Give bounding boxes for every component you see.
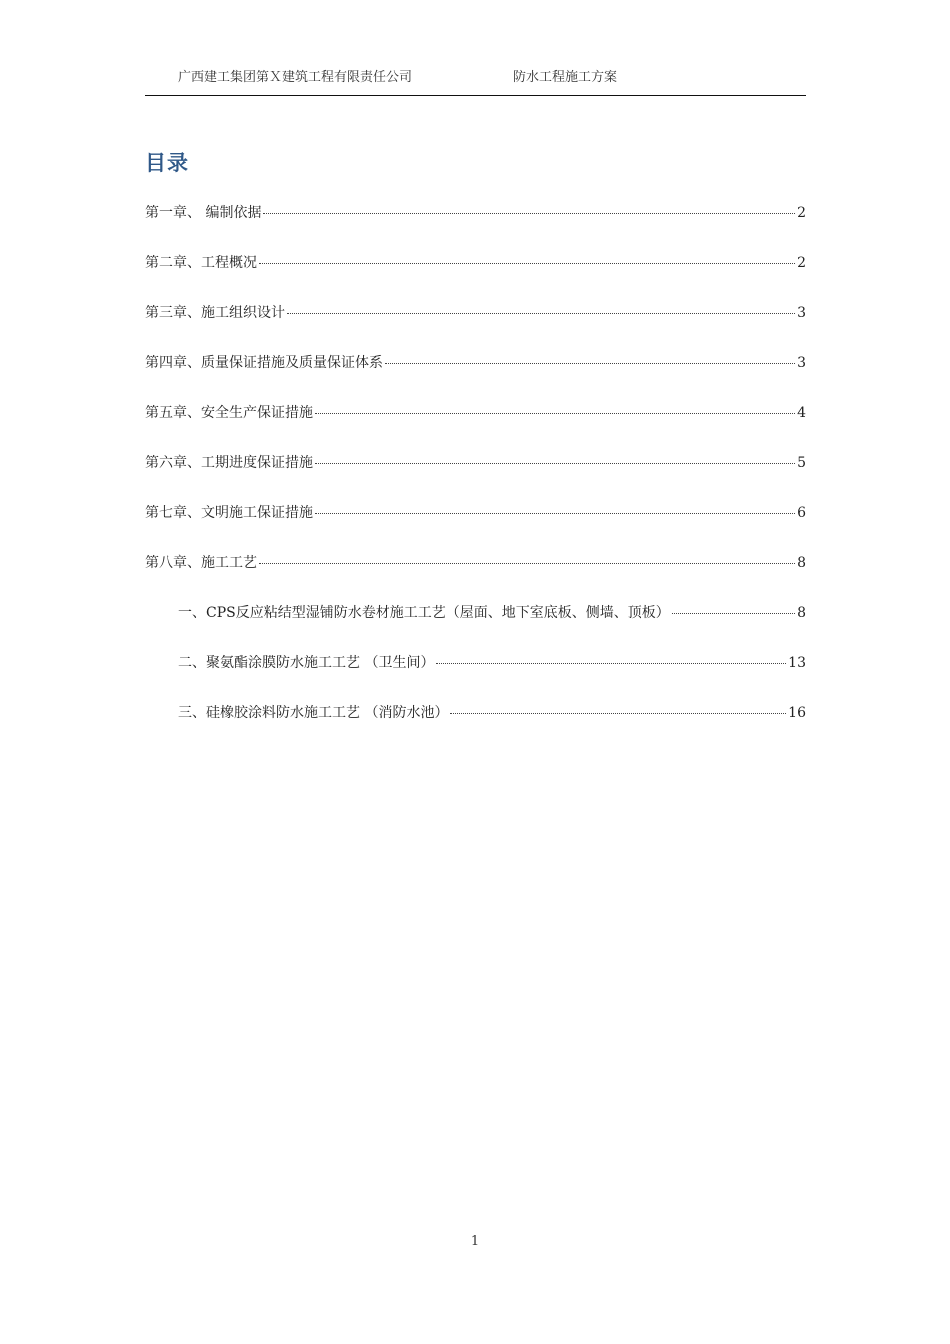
toc-leader-dots xyxy=(450,713,786,714)
toc-entry-page: 8 xyxy=(797,555,806,571)
page-number: 1 xyxy=(470,1234,480,1249)
toc-entry-page: 2 xyxy=(797,205,806,221)
toc-leader-dots xyxy=(315,463,795,464)
toc-entry-chapter-5[interactable] xyxy=(145,402,806,452)
toc-entry-page: 2 xyxy=(797,255,806,271)
header-divider xyxy=(145,95,806,96)
toc-entry-text: 第六章、工期进度保证措施 xyxy=(145,455,313,471)
toc-entry-text: 第一章、 编制依据 xyxy=(145,205,262,221)
toc-entry-text: 第四章、质量保证措施及质量保证体系 xyxy=(145,355,383,371)
toc-entry-page: 3 xyxy=(797,355,806,371)
toc-entry-page: 4 xyxy=(797,405,806,421)
toc-leader-dots xyxy=(672,613,795,614)
toc-leader-dots xyxy=(287,313,795,314)
toc-entry-chapter-8[interactable] xyxy=(145,552,806,602)
toc-entry-chapter-2[interactable] xyxy=(145,252,806,302)
toc-leader-dots xyxy=(315,513,795,514)
toc-entry-page: 5 xyxy=(797,455,806,471)
table-of-contents xyxy=(145,202,806,752)
toc-entry-section-8-1[interactable] xyxy=(145,602,806,652)
toc-entry-chapter-7[interactable] xyxy=(145,502,806,552)
toc-leader-dots xyxy=(263,213,795,214)
toc-entry-page: 6 xyxy=(797,505,806,521)
toc-entry-section-8-2[interactable] xyxy=(145,652,806,702)
toc-leader-dots xyxy=(259,263,795,264)
toc-entry-text: 二、聚氨酯涂膜防水施工工艺 （卫生间） xyxy=(178,655,435,671)
header-document-title: 防水工程施工方案 xyxy=(513,70,618,85)
toc-entry-text: 第二章、工程概况 xyxy=(145,255,257,271)
toc-entry-page: 3 xyxy=(797,305,806,321)
toc-entry-page: 8 xyxy=(797,605,806,621)
toc-leader-dots xyxy=(315,413,795,414)
toc-entry-page: 13 xyxy=(788,655,806,671)
toc-leader-dots xyxy=(385,363,795,364)
toc-entry-text: 第八章、施工工艺 xyxy=(145,555,257,571)
toc-entry-chapter-3[interactable] xyxy=(145,302,806,352)
toc-entry-section-8-3[interactable] xyxy=(145,702,806,752)
toc-entry-text: 一、CPS反应粘结型湿铺防水卷材施工工艺（屋面、地下室底板、侧墙、顶板） xyxy=(178,605,670,621)
toc-entry-chapter-6[interactable] xyxy=(145,452,806,502)
toc-entry-text: 第七章、文明施工保证措施 xyxy=(145,505,313,521)
toc-entry-text: 第三章、施工组织设计 xyxy=(145,305,285,321)
toc-entry-chapter-4[interactable] xyxy=(145,352,806,402)
toc-leader-dots xyxy=(436,663,786,664)
toc-entry-page: 16 xyxy=(788,705,806,721)
toc-entry-text: 第五章、安全生产保证措施 xyxy=(145,405,313,421)
toc-entry-chapter-1[interactable] xyxy=(145,202,806,252)
header-company: 广西建工集团第Ｘ建筑工程有限责任公司 xyxy=(178,70,413,85)
toc-entry-text: 三、硅橡胶涂料防水施工工艺 （消防水池） xyxy=(178,705,449,721)
toc-leader-dots xyxy=(259,563,795,564)
toc-title: 目录 xyxy=(145,151,189,175)
